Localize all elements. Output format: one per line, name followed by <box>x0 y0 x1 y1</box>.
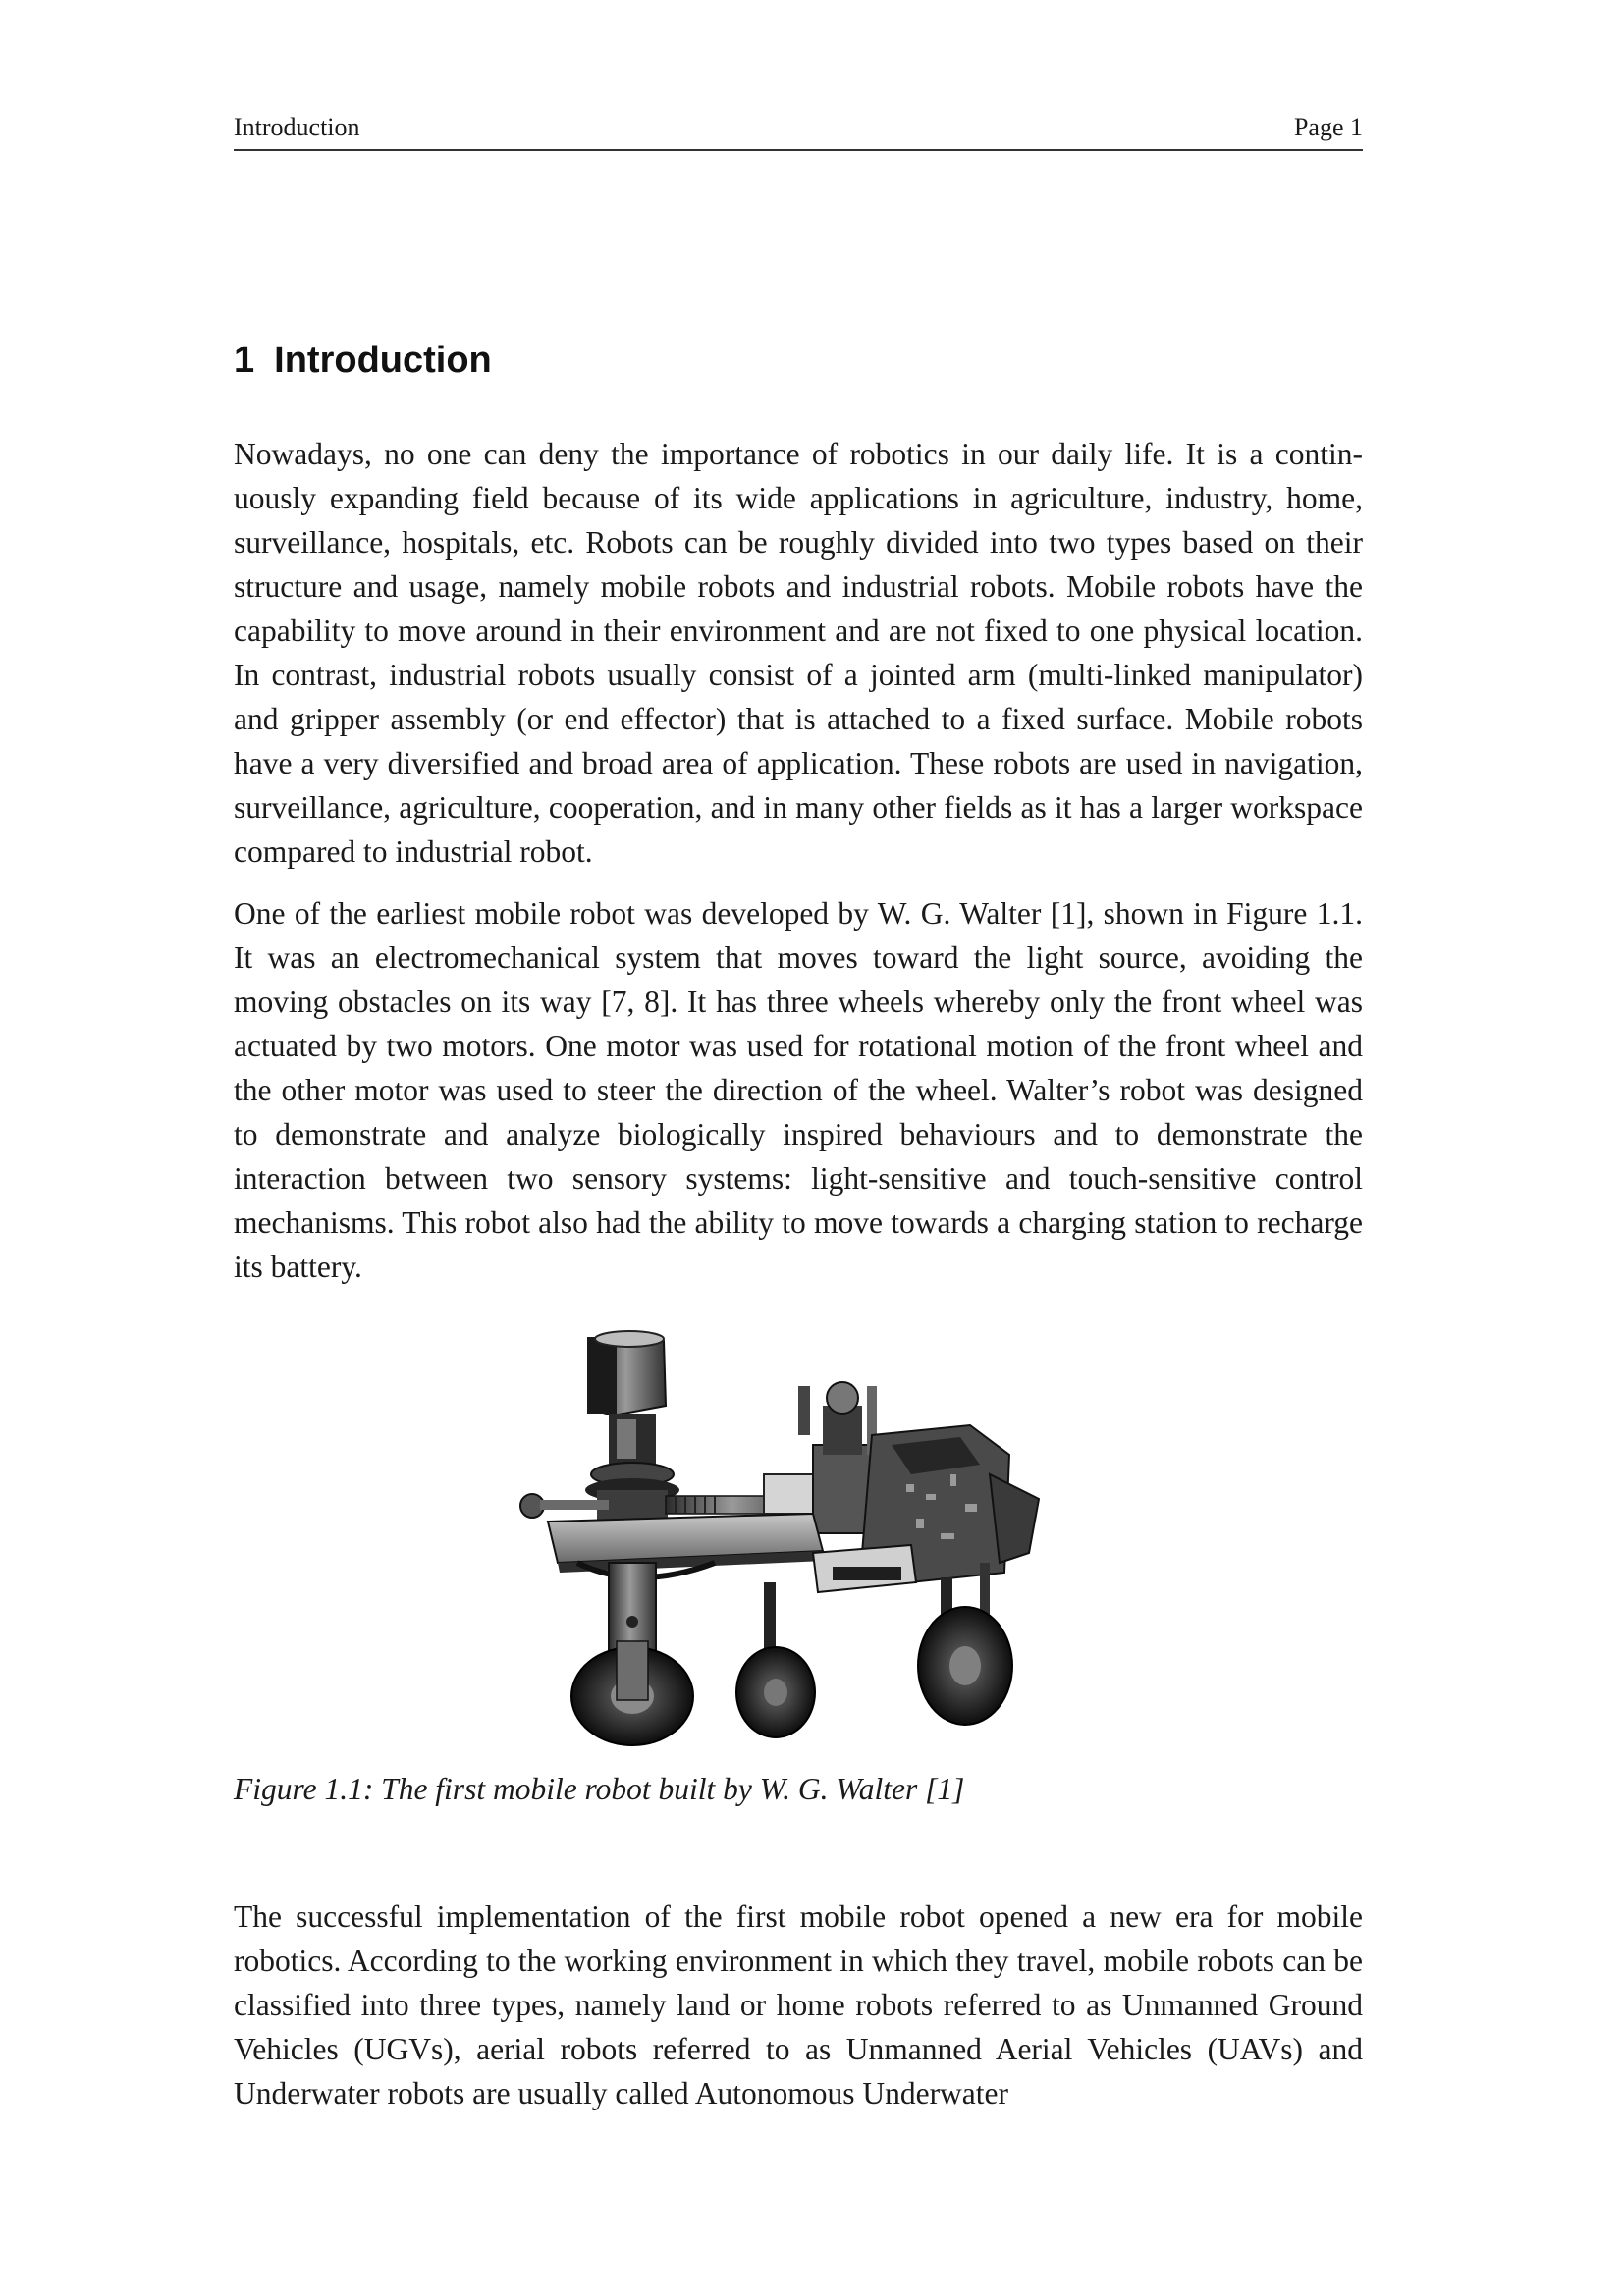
figure-caption: Figure 1.1: The first mobile robot built by W. G. Walter [1] <box>234 1772 965 1806</box>
paragraph-3: The successful implementation of the first mobile robot opened a new era for mobile robotics. According to the working environment in which they travel, mobile robots can be classified into three types, namely land or home robots referred to as Unmanned Ground Vehicles (UGVs), aerial robots referred to as Unmanned Aerial Vehicles (UAVs) and Underwater robots are usually called Autonomous Underwater <box>234 1899 1363 2110</box>
running-header <box>234 110 1363 151</box>
rear-wheel-left <box>736 1647 815 1737</box>
figure-robot-photo <box>518 1327 1078 1749</box>
paragraph-2: One of the earliest mobile robot was developed by W. G. Walter [1], shown in Figure 1.1. It was an electromechanical system that moves toward the light source, avoiding the moving obstacles on its way [7, 8]. It has three wheels whereby only the front wheel was actuated by two motors. One motor was used for rotational motion of the front wheel and the other motor was used to steer the direction of the wheel. Walter’s robot was designed to demonstrate and analyze biologically inspired behaviours and to demonstrate the interaction between two sensory systems: light-sensitive and touch-sensitive control mechanisms. This robot also had the ability to move towards a charging station to recharge its battery. <box>234 896 1363 1284</box>
header-section-title: Introduction <box>234 113 360 141</box>
chapter-title <box>234 336 492 385</box>
front-wheel <box>571 1641 693 1745</box>
chapter-number: 1 <box>234 340 255 381</box>
rear-wheel-right <box>918 1607 1012 1725</box>
motor-canister <box>585 1331 679 1520</box>
chapter-title-text: Introduction <box>274 340 492 381</box>
drive-shaft <box>520 1382 882 1533</box>
document-page <box>234 0 1363 2296</box>
chassis-plate <box>548 1514 825 1577</box>
robot-photo-illustration <box>518 1327 1078 1749</box>
paragraph-1: Nowadays, no one can deny the importance of robotics in our daily life. It is a continuously expanding field because of its wide applications in agriculture, industry, home, surveillance, hospitals, etc. Robots can be roughly divided into two types based on their structure and usage, namely mobile robots and industrial robots. Mobile robots have the capability to move around in their environment and are not fixed to one physical location. In contrast, industrial robots usually consist of a jointed arm (multi-linked manipulator) and gripper assembly (or end effector) that is attached to a fixed surface. Mobile robots have a very diversified and broad area of application. These robots are used in navigation, surveillance, agriculture, cooperation, and in many other fields as it has a larger workspace compared to industrial robot. <box>234 437 1363 869</box>
header-page-number: Page 1 <box>1293 113 1363 141</box>
